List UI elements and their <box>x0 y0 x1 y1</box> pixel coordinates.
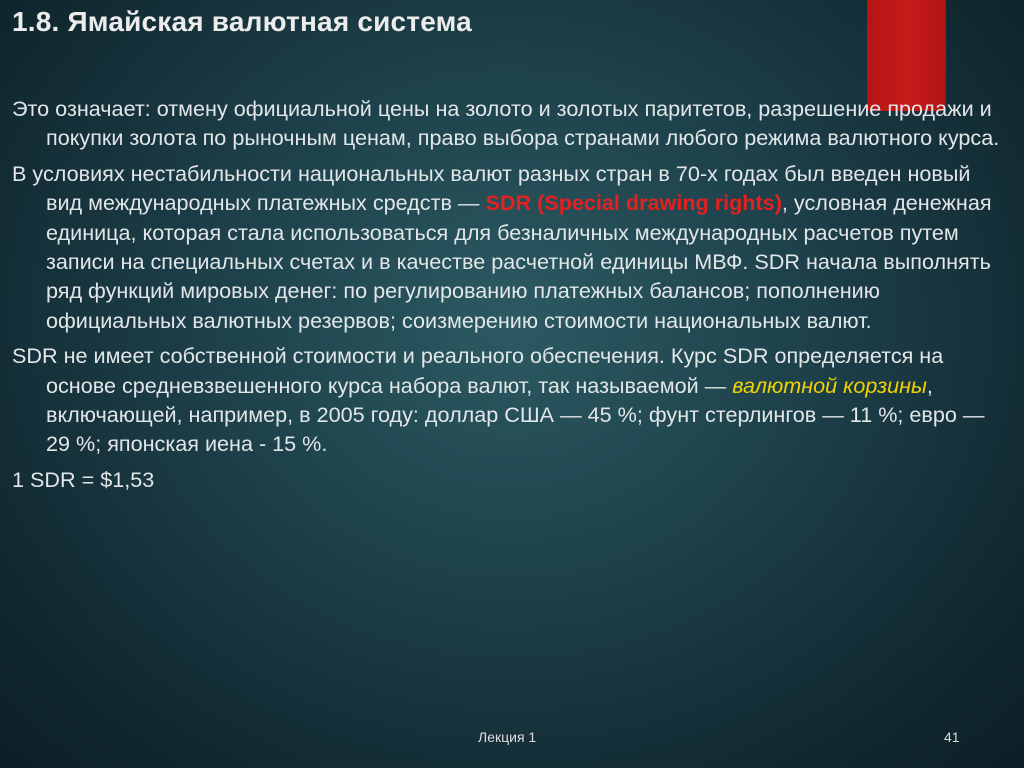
slide-title: 1.8. Ямайская валютная система <box>12 6 472 37</box>
sdr-highlight: SDR (Special drawing rights) <box>485 190 782 216</box>
footer-lecture-label: Лекция 1 <box>478 729 537 745</box>
currency-basket-highlight: валютной корзины <box>732 372 927 398</box>
slide-body <box>12 94 1012 500</box>
page-number: 41 <box>944 729 960 745</box>
paragraph-2-intro: В условиях нестабильности национальных валют разных стран в 70-х годах был введен новый вид международных платежных средств — <box>12 160 971 216</box>
paragraph-1: Это означает: отмену официальной цены на золото и золотых паритетов, разрешение продажи и покупки золота по рыночным ценам, право выбора странами любого режима валютного курса. <box>12 96 1000 151</box>
paragraph-3-intro: SDR не имеет собственной стоимости и реального обеспечения. Курс SDR определяется на основе средневзвешенного курса набора валют, так называемой — <box>12 343 944 398</box>
paragraph-4: 1 SDR = $1,53 <box>12 466 155 492</box>
paragraph-2 <box>12 159 1012 335</box>
paragraph-3 <box>12 341 1012 459</box>
paragraph-2-rest: , условная денежная единица, которая стала использоваться для безналичных международных расчетов путем записи на специальных счетах и в качестве расчетной единицы МВФ. SDR начала выполнять ряд функций мировых денег: по регулированию платежных балансов; пополнению официальных валютных резервов; соизмерению стоимости национальных валют. <box>46 190 992 333</box>
paragraph-3-rest: , включающей, например, в 2005 году: доллар США — 45 %; фунт стерлингов — 11 %; евро — 29 %; японская иена - 15 %. <box>46 372 985 457</box>
